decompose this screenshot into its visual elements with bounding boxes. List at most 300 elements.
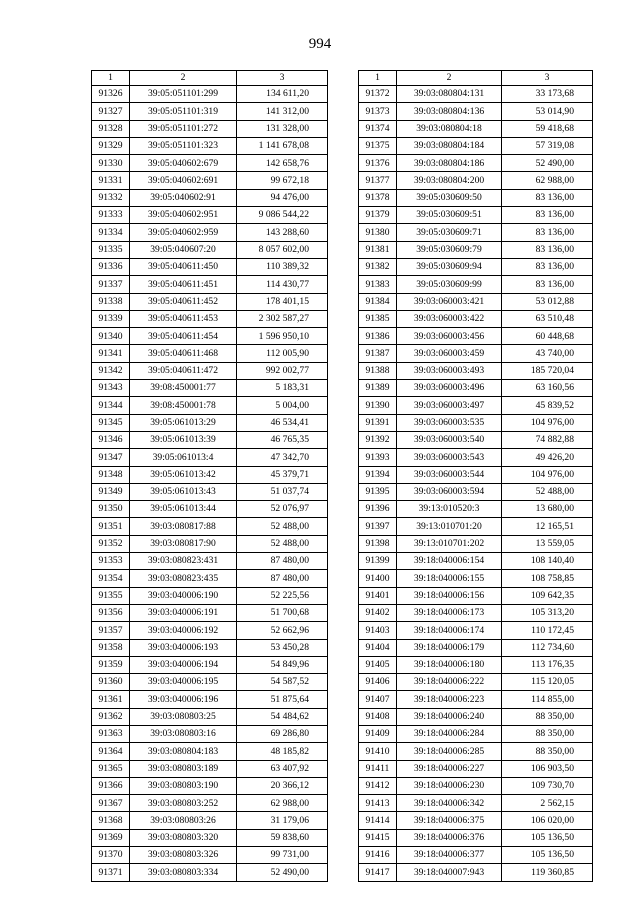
cadastral-value: 52 490,00 [502,155,593,172]
table-row [359,639,593,656]
cadastral-number: 39:03:060003:422 [397,310,502,327]
cadastral-number: 39:05:061013:39 [130,431,237,448]
cadastral-number: 39:05:040602:951 [130,207,237,224]
left-table [91,70,328,882]
cadastral-value: 87 480,00 [237,553,328,570]
cadastral-value: 13 680,00 [502,501,593,518]
cadastral-number: 39:18:040006:230 [397,777,502,794]
cadastral-number: 39:18:040006:156 [397,587,502,604]
cadastral-value: 106 020,00 [502,812,593,829]
table-row [359,120,593,137]
cadastral-number: 39:03:080803:189 [130,760,237,777]
row-number: 91357 [92,622,130,639]
cadastral-number: 39:18:040006:342 [397,795,502,812]
row-number: 91333 [92,207,130,224]
row-number: 91327 [92,103,130,120]
column-header-3: 3 [237,71,328,86]
table-row [359,189,593,206]
cadastral-value: 88 350,00 [502,743,593,760]
table-row [359,431,593,448]
table-row [359,310,593,327]
row-number: 91392 [359,431,397,448]
table-row [92,812,328,829]
table-row [92,103,328,120]
cadastral-number: 39:05:040611:450 [130,258,237,275]
cadastral-number: 39:18:040006:222 [397,674,502,691]
row-number: 91366 [92,777,130,794]
column-header-1: 1 [92,71,130,86]
row-number: 91395 [359,483,397,500]
cadastral-value: 74 882,88 [502,431,593,448]
cadastral-value: 63 510,48 [502,310,593,327]
cadastral-number: 39:05:040611:468 [130,345,237,362]
cadastral-number: 39:03:080804:18 [397,120,502,137]
row-number: 91355 [92,587,130,604]
cadastral-value: 48 185,82 [237,743,328,760]
row-number: 91348 [92,466,130,483]
column-header-3: 3 [502,71,593,86]
table-row [359,449,593,466]
table-row [359,293,593,310]
header-row [92,71,328,86]
table-row [92,570,328,587]
cadastral-number: 39:05:051101:323 [130,137,237,154]
table-row [92,224,328,241]
cadastral-number: 39:05:030609:94 [397,258,502,275]
row-number: 91338 [92,293,130,310]
cadastral-number: 39:05:051101:299 [130,86,237,103]
table-row [359,604,593,621]
cadastral-value: 83 136,00 [502,258,593,275]
cadastral-value: 141 312,00 [237,103,328,120]
table-row [92,501,328,518]
table-row [359,483,593,500]
row-number: 91404 [359,639,397,656]
row-number: 91370 [92,847,130,864]
cadastral-value: 52 076,97 [237,501,328,518]
cadastral-number: 39:03:080803:26 [130,812,237,829]
cadastral-value: 143 288,60 [237,224,328,241]
row-number: 91341 [92,345,130,362]
row-number: 91379 [359,207,397,224]
table-row [92,622,328,639]
cadastral-value: 63 160,56 [502,380,593,397]
cadastral-value: 45 379,71 [237,466,328,483]
table-row [92,518,328,535]
row-number: 91413 [359,795,397,812]
row-number: 91340 [92,328,130,345]
cadastral-number: 39:03:080803:320 [130,829,237,846]
cadastral-number: 39:03:080803:326 [130,847,237,864]
cadastral-value: 88 350,00 [502,708,593,725]
cadastral-number: 39:05:061013:29 [130,414,237,431]
cadastral-value: 178 401,15 [237,293,328,310]
table-row [92,449,328,466]
cadastral-value: 53 450,28 [237,639,328,656]
cadastral-number: 39:03:060003:544 [397,466,502,483]
table-row [92,345,328,362]
cadastral-value: 63 407,92 [237,760,328,777]
cadastral-number: 39:05:040607:20 [130,241,237,258]
cadastral-value: 108 140,40 [502,553,593,570]
cadastral-value: 8 057 602,00 [237,241,328,258]
row-number: 91343 [92,380,130,397]
cadastral-value: 185 720,04 [502,362,593,379]
table-row [92,777,328,794]
cadastral-number: 39:03:080803:252 [130,795,237,812]
row-number: 91344 [92,397,130,414]
cadastral-number: 39:18:040006:180 [397,656,502,673]
cadastral-number: 39:05:061013:43 [130,483,237,500]
row-number: 91412 [359,777,397,794]
table-row [92,362,328,379]
cadastral-number: 39:03:060003:594 [397,483,502,500]
cadastral-number: 39:05:040611:454 [130,328,237,345]
table-row [359,207,593,224]
cadastral-value: 83 136,00 [502,276,593,293]
row-number: 91365 [92,760,130,777]
cadastral-number: 39:03:080803:25 [130,708,237,725]
table-row [359,258,593,275]
row-number: 91411 [359,760,397,777]
cadastral-number: 39:05:040602:679 [130,155,237,172]
cadastral-number: 39:03:040006:196 [130,691,237,708]
cadastral-number: 39:03:060003:421 [397,293,502,310]
table-row [359,812,593,829]
row-number: 91375 [359,137,397,154]
table-row [92,656,328,673]
row-number: 91372 [359,86,397,103]
cadastral-value: 51 700,68 [237,604,328,621]
row-number: 91409 [359,725,397,742]
cadastral-number: 39:18:040006:227 [397,760,502,777]
row-number: 91384 [359,293,397,310]
table-row [359,553,593,570]
cadastral-number: 39:03:040006:191 [130,604,237,621]
cadastral-value: 110 172,45 [502,622,593,639]
table-row [92,743,328,760]
cadastral-value: 54 484,62 [237,708,328,725]
table-row [359,777,593,794]
cadastral-value: 33 173,68 [502,86,593,103]
table-row [92,293,328,310]
cadastral-value: 83 136,00 [502,241,593,258]
cadastral-value: 5 004,00 [237,397,328,414]
table-row [359,535,593,552]
cadastral-value: 134 611,20 [237,86,328,103]
table-row [92,674,328,691]
row-number: 91396 [359,501,397,518]
row-number: 91353 [92,553,130,570]
cadastral-number: 39:18:040006:285 [397,743,502,760]
table-row [92,155,328,172]
table-row [359,691,593,708]
table-row [359,587,593,604]
cadastral-value: 115 120,05 [502,674,593,691]
table-row [359,656,593,673]
cadastral-number: 39:05:040611:453 [130,310,237,327]
cadastral-value: 83 136,00 [502,207,593,224]
cadastral-value: 53 014,90 [502,103,593,120]
row-number: 91390 [359,397,397,414]
row-number: 91356 [92,604,130,621]
cadastral-value: 119 360,85 [502,864,593,881]
table-row [359,103,593,120]
table-row [92,207,328,224]
cadastral-value: 104 976,00 [502,414,593,431]
table-row [92,310,328,327]
cadastral-number: 39:13:010701:20 [397,518,502,535]
table-row [359,708,593,725]
row-number: 91401 [359,587,397,604]
cadastral-number: 39:05:030609:51 [397,207,502,224]
row-number: 91406 [359,674,397,691]
table-row [359,795,593,812]
row-number: 91399 [359,553,397,570]
header-row [359,71,593,86]
row-number: 91385 [359,310,397,327]
row-number: 91374 [359,120,397,137]
cadastral-value: 109 730,70 [502,777,593,794]
row-number: 91352 [92,535,130,552]
cadastral-number: 39:18:040006:284 [397,725,502,742]
table-row [359,518,593,535]
table-row [359,397,593,414]
row-number: 91405 [359,656,397,673]
row-number: 91408 [359,708,397,725]
row-number: 91347 [92,449,130,466]
cadastral-number: 39:05:030609:79 [397,241,502,258]
table-row [92,258,328,275]
cadastral-number: 39:13:010520:3 [397,501,502,518]
cadastral-number: 39:03:040006:192 [130,622,237,639]
table-row [359,743,593,760]
cadastral-number: 39:03:080804:200 [397,172,502,189]
row-number: 91359 [92,656,130,673]
row-number: 91354 [92,570,130,587]
table-row [92,328,328,345]
cadastral-number: 39:18:040006:375 [397,812,502,829]
row-number: 91397 [359,518,397,535]
table-row [359,155,593,172]
cadastral-number: 39:03:060003:543 [397,449,502,466]
table-row [359,864,593,881]
row-number: 91351 [92,518,130,535]
row-number: 91403 [359,622,397,639]
table-row [92,397,328,414]
cadastral-value: 109 642,35 [502,587,593,604]
table-row [359,829,593,846]
cadastral-number: 39:18:040006:223 [397,691,502,708]
cadastral-value: 62 988,00 [502,172,593,189]
cadastral-value: 57 319,08 [502,137,593,154]
cadastral-value: 83 136,00 [502,224,593,241]
row-number: 91337 [92,276,130,293]
cadastral-value: 2 302 587,27 [237,310,328,327]
cadastral-value: 131 328,00 [237,120,328,137]
row-number: 91402 [359,604,397,621]
cadastral-value: 20 366,12 [237,777,328,794]
cadastral-number: 39:18:040006:155 [397,570,502,587]
cadastral-number: 39:03:060003:535 [397,414,502,431]
table-row [92,241,328,258]
cadastral-number: 39:03:080804:184 [397,137,502,154]
cadastral-number: 39:05:051101:272 [130,120,237,137]
cadastral-value: 108 758,85 [502,570,593,587]
row-number: 91416 [359,847,397,864]
row-number: 91393 [359,449,397,466]
cadastral-value: 47 342,70 [237,449,328,466]
table-row [92,760,328,777]
cadastral-value: 54 587,52 [237,674,328,691]
cadastral-value: 51 037,74 [237,483,328,500]
row-number: 91377 [359,172,397,189]
column-header-1: 1 [359,71,397,86]
table-row [92,172,328,189]
cadastral-value: 52 488,00 [237,518,328,535]
table-row [359,345,593,362]
table-row [92,86,328,103]
cadastral-value: 105 313,20 [502,604,593,621]
cadastral-number: 39:03:080804:186 [397,155,502,172]
table-row [359,847,593,864]
row-number: 91361 [92,691,130,708]
row-number: 91350 [92,501,130,518]
cadastral-value: 59 838,60 [237,829,328,846]
cadastral-number: 39:18:040006:179 [397,639,502,656]
table-row [92,795,328,812]
row-number: 91415 [359,829,397,846]
cadastral-value: 52 662,96 [237,622,328,639]
row-number: 91382 [359,258,397,275]
table-row [92,466,328,483]
cadastral-value: 114 855,00 [502,691,593,708]
table-row [359,622,593,639]
cadastral-value: 52 490,00 [237,864,328,881]
row-number: 91407 [359,691,397,708]
cadastral-number: 39:03:080804:136 [397,103,502,120]
cadastral-number: 39:05:040602:91 [130,189,237,206]
cadastral-value: 142 658,76 [237,155,328,172]
cadastral-number: 39:05:040602:959 [130,224,237,241]
cadastral-number: 39:18:040006:173 [397,604,502,621]
table-row [92,483,328,500]
cadastral-value: 110 389,32 [237,258,328,275]
table-row [92,553,328,570]
cadastral-value: 9 086 544,22 [237,207,328,224]
table-row [92,189,328,206]
table-row [92,431,328,448]
table-row [92,691,328,708]
table-row [359,380,593,397]
table-row [92,604,328,621]
table-row [359,760,593,777]
table-row [92,847,328,864]
row-number: 91362 [92,708,130,725]
table-row [359,466,593,483]
right-table [358,70,593,882]
cadastral-number: 39:05:051101:319 [130,103,237,120]
cadastral-number: 39:03:040006:194 [130,656,237,673]
cadastral-value: 2 562,15 [502,795,593,812]
table-row [359,674,593,691]
row-number: 91345 [92,414,130,431]
row-number: 91328 [92,120,130,137]
cadastral-value: 114 430,77 [237,276,328,293]
cadastral-number: 39:03:080804:183 [130,743,237,760]
row-number: 91368 [92,812,130,829]
row-number: 91380 [359,224,397,241]
cadastral-number: 39:03:080823:435 [130,570,237,587]
cadastral-value: 60 448,68 [502,328,593,345]
table-row [359,570,593,587]
cadastral-number: 39:03:080823:431 [130,553,237,570]
row-number: 91360 [92,674,130,691]
cadastral-value: 13 559,05 [502,535,593,552]
cadastral-value: 104 976,00 [502,466,593,483]
row-number: 91349 [92,483,130,500]
cadastral-value: 51 875,64 [237,691,328,708]
row-number: 91391 [359,414,397,431]
cadastral-value: 43 740,00 [502,345,593,362]
row-number: 91414 [359,812,397,829]
cadastral-value: 112 734,60 [502,639,593,656]
column-header-2: 2 [397,71,502,86]
cadastral-number: 39:05:061013:44 [130,501,237,518]
table-row [359,137,593,154]
row-number: 91373 [359,103,397,120]
row-number: 91330 [92,155,130,172]
cadastral-number: 39:05:040611:472 [130,362,237,379]
row-number: 91336 [92,258,130,275]
cadastral-number: 39:18:040006:377 [397,847,502,864]
row-number: 91364 [92,743,130,760]
cadastral-number: 39:03:060003:497 [397,397,502,414]
cadastral-value: 5 183,31 [237,380,328,397]
row-number: 91363 [92,725,130,742]
cadastral-number: 39:18:040006:376 [397,829,502,846]
cadastral-number: 39:03:080804:131 [397,86,502,103]
table-row [92,829,328,846]
cadastral-value: 1 141 678,08 [237,137,328,154]
table-row [92,864,328,881]
row-number: 91358 [92,639,130,656]
cadastral-number: 39:03:040006:193 [130,639,237,656]
cadastral-number: 39:13:010701:202 [397,535,502,552]
cadastral-value: 62 988,00 [237,795,328,812]
table-row [92,708,328,725]
cadastral-number: 39:03:080803:16 [130,725,237,742]
row-number: 91378 [359,189,397,206]
cadastral-value: 105 136,50 [502,847,593,864]
row-number: 91331 [92,172,130,189]
table-row [92,587,328,604]
row-number: 91394 [359,466,397,483]
row-number: 91410 [359,743,397,760]
table-row [92,725,328,742]
cadastral-number: 39:08:450001:78 [130,397,237,414]
cadastral-value: 88 350,00 [502,725,593,742]
row-number: 91398 [359,535,397,552]
column-header-2: 2 [130,71,237,86]
cadastral-value: 113 176,35 [502,656,593,673]
table-row [92,535,328,552]
cadastral-number: 39:18:040006:174 [397,622,502,639]
cadastral-number: 39:03:080817:90 [130,535,237,552]
table-row [92,414,328,431]
cadastral-number: 39:03:060003:540 [397,431,502,448]
cadastral-number: 39:03:060003:459 [397,345,502,362]
